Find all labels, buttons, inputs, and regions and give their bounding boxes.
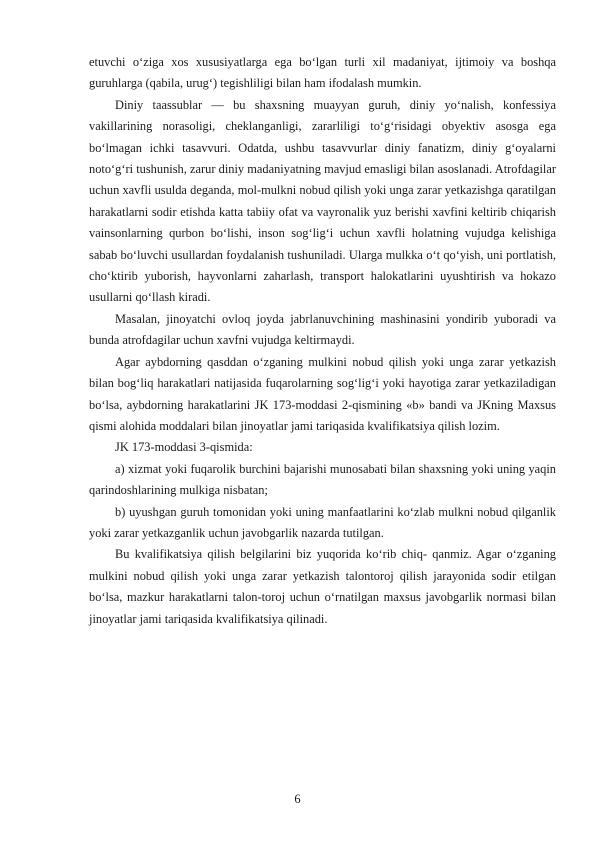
page-number: 6	[294, 792, 301, 806]
paragraph-continuation: etuvchi o‘ziga xos xususiyatlarga ega bo‘lgan turli xil madaniyat, ijtimoiy va boshqa guruhlarga (qabila, urug‘) tegishliligi bilan ham ifodalash mumkin.	[89, 55, 556, 91]
paragraph-conclusion: Bu kvalifikatsiya qilish belgilarini biz yuqorida ko‘rib chiq- qanmiz. Agar o‘zganing mulkini nobud qilish yoki unga zarar yetkazish talontoroj qilish jarayonida sodir etilgan bo‘lsa, mazkur harakatlarni talon-toroj uchun o‘rnatilgan maxsus javobgarlik normasi bilan jinoyatlar jami tariqasida kvalifikatsiya qilinadi.	[89, 547, 556, 626]
paragraph-religious-prejudice: Diniy taassublar — bu shaxsning muayyan guruh, diniy yo‘nalish, konfessiya vakillarining norasoligi, cheklanganligi, zararliligi to‘g‘risidagi obyektiv asosga ega bo‘lmagan ichki tasavvuri. Odatda, ushbu tasavvurlar diniy fanatizm, diniy g‘oyalarni noto‘g‘ri tushunish, zarur diniy madaniyatning mavjud emasligi bilan asoslanadi. Atrofdagilar uchun xavfli usulda deganda, mol-mulkni nobud qilish yoki unga zarar yetkazishga qaratilgan harakatlarni sodir etishda katta tabiiy ofat va vayronalik yuz berishi xavfini keltirib chiqarish vainsonlarning qurbon bo‘lishi, inson sog‘lig‘i uchun xavfli holatning vujudga kelishiga sabab bo‘luvchi usullardan foydalanish tushuniladi. Ularga mulkka o‘t qo‘yish, uni portlatish, cho‘ktirib yuborish, hayvonlarni zaharlash, transport halokatlarini uyushtirish va hokazo usullarni qo‘llash kiradi.	[89, 97, 556, 305]
paragraph-example: Masalan, jinoyatchi ovloq joyda jabrlanuvchining mashinasini yondirib yuboradi va bunda atrofdagilar uchun xavfni vujudga keltirmaydi.	[89, 311, 556, 348]
paragraph-article-part3: JK 173-moddasi 3-qismida:	[115, 440, 253, 455]
paragraph-item-a: a) xizmat yoki fuqarolik burchini bajarishi munosabati bilan shaxsning yoki uning yaqin qarindoshlarining mulkiga nisbatan;	[89, 461, 556, 498]
document-body	[89, 52, 556, 630]
paragraph-item-b: b) uyushgan guruh tomonidan yoki uning manfaatlarini ko‘zlab mulkni nobud qilganlik yoki zarar yetkazganlik uchun javobgarlik nazarda tutilgan.	[89, 504, 556, 540]
paragraph-qualification: Agar aybdorning qasddan o‘zganing mulkini nobud qilish yoki unga zarar yetkazish bilan bog‘liq harakatlari natijasida fuqarolarning sog‘lig‘i yoki hayotiga zarar yetkaziladigan bo‘lsa, aybdorning harakatlarini JK 173-moddasi 2-qismining «b» bandi va JKning Maxsus qismi alohida moddalari bilan jinoyatlar jami tariqasida kvalifikatsiya qilish lozim.	[89, 354, 556, 433]
